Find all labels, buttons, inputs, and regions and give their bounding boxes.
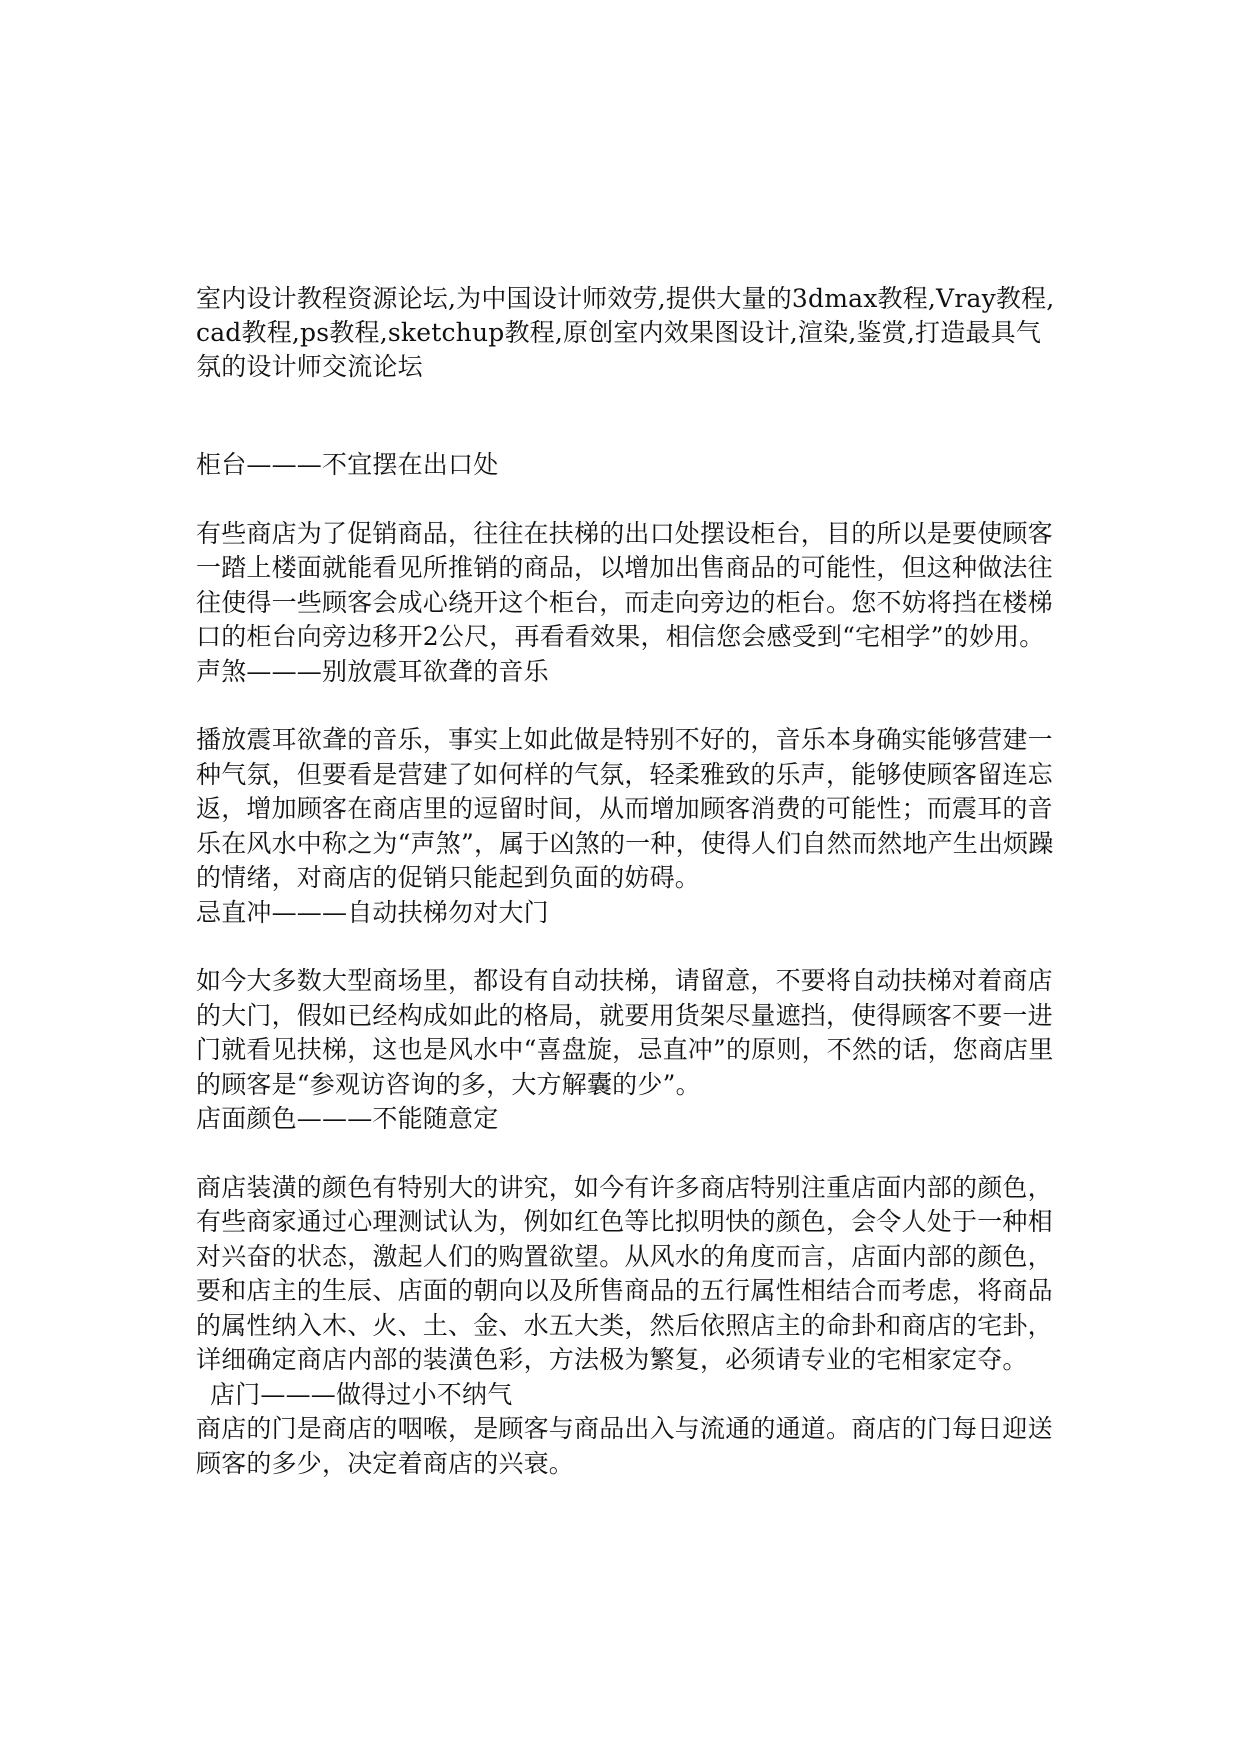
paragraph-spacer <box>196 930 1056 964</box>
section-heading-color: 店面颜色———不能随意定 <box>196 1104 499 1133</box>
section-body-escalator: 如今大多数大型商场里，都设有自动扶梯，请留意，不要将自动扶梯对着商店的大门，假如已经构成如此的格局，就要用货架尽量遮挡，使得顾客不要一进门就看见扶梯，这也是风水中“喜盘旋，忌直冲”的原则，不然的话，您商店里的顾客是“参观访咨询的多，大方解囊的少”。 <box>196 966 1054 1099</box>
section-heading-counter: 柜台———不宜摆在出口处 <box>196 450 499 479</box>
paragraph-spacer <box>196 1137 1056 1171</box>
intro-paragraph: 室内设计教程资源论坛,为中国设计师效劳,提供大量的3dmax教程,Vray教程,cad教程,ps教程,sketchup教程,原创室内效果图设计,渲染,鉴赏,打造最具气氛的设计师交流论坛 <box>196 284 1055 381</box>
section-body-color: 商店装潢的颜色有特别大的讲究，如今有许多商店特别注重店面内部的颜色，有些商家通过心理测试认为，例如红色等比拟明快的颜色，会令人处于一种相对兴奋的状态，激起人们的购置欲望。从风水的角度而言，店面内部的颜色，要和店主的生辰、店面的朝向以及所售商品的五行属性相结合而考虑，将商品的属性纳入木、火、土、金、水五大类，然后依照店主的命卦和商店的宅卦，详细确定商店内部的装潢色彩，方法极为繁复，必须请专业的宅相家定夺。 <box>196 1172 1053 1374</box>
section-heading-sound: 声煞———别放震耳欲聋的音乐 <box>196 656 549 686</box>
section-body-door: 商店的门是商店的咽喉，是顾客与商品出入与流通的通道。商店的门每日迎送顾客的多少，决定着商店的兴衰。 <box>196 1414 1053 1478</box>
section-heading-escalator: 忌直冲———自动扶梯勿对大门 <box>196 897 549 927</box>
section-body-sound: 播放震耳欲聋的音乐，事实上如此做是特别不好的，音乐本身确实能够营建一种气氛，但要看是营建了如何样的气氛，轻柔雅致的乐声，能够使顾客留连忘返，增加顾客在商店里的逗留时间，从而增加顾客消费的可能性；而震耳的音乐在风水中称之为“声煞”，属于凶煞的一种，使得人们自然而然地产生出烦躁的情绪，对商店的促销只能起到负面的妨碍。 <box>196 725 1054 892</box>
section-heading-door: 店门———做得过小不纳气 <box>210 1379 513 1409</box>
article-body <box>196 448 1056 1481</box>
paragraph-spacer <box>196 689 1056 723</box>
paragraph-spacer <box>196 483 1056 517</box>
section-body-counter: 有些商店为了促销商品，往往在扶梯的出口处摆设柜台，目的所以是要使顾客一踏上楼面就能看见所推销的商品，以增加出售商品的可能性，但这种做法往往使得一些顾客会成心绕开这个柜台，而走向旁边的柜台。您不妨将挡在楼梯口的柜台向旁边移开2公尺，再看看效果，相信您会感受到“宅相学”的妙用。 <box>196 518 1053 651</box>
